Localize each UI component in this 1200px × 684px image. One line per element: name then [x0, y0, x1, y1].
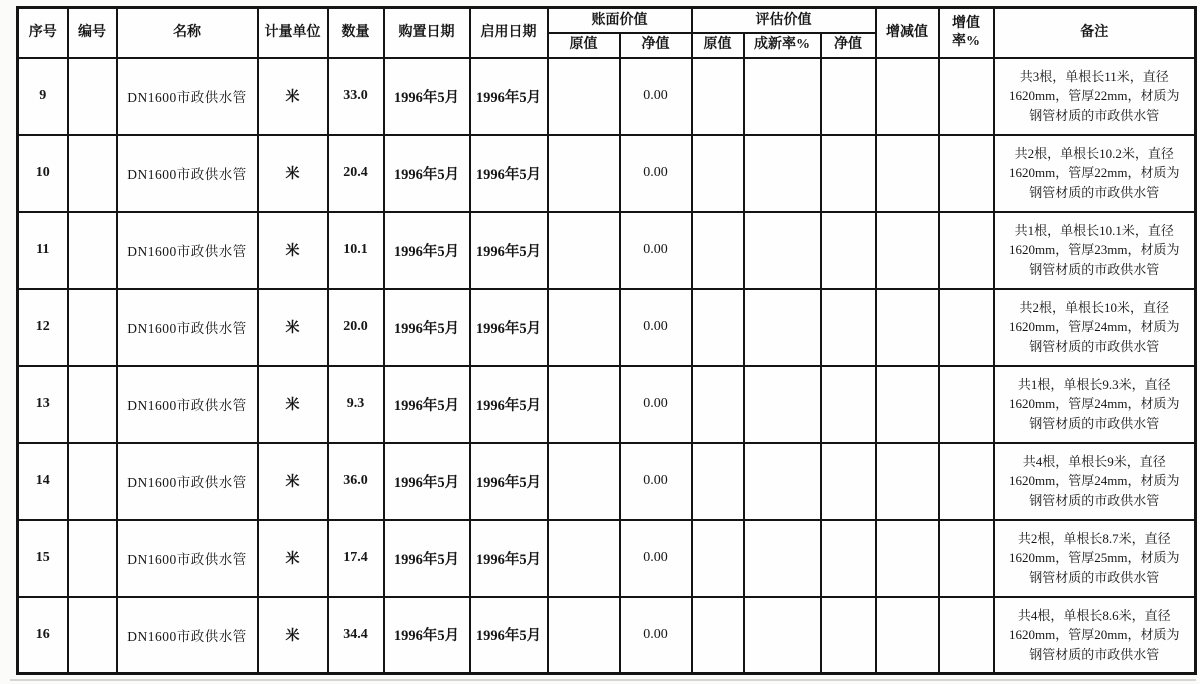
cell-change-value — [876, 289, 939, 366]
cell-book-net: 0.00 — [620, 212, 692, 289]
cell-seq: 10 — [18, 135, 68, 212]
cell-seq: 12 — [18, 289, 68, 366]
cell-new-rate — [744, 135, 821, 212]
cell-book-net: 0.00 — [620, 289, 692, 366]
cell-qty: 33.0 — [328, 58, 384, 135]
cell-seq: 14 — [18, 443, 68, 520]
table-row — [18, 135, 1196, 212]
cell-book-original — [548, 289, 620, 366]
cell-unit: 米 — [258, 212, 328, 289]
cell-seq: 13 — [18, 366, 68, 443]
cell-name: DN1600市政供水管 — [117, 443, 258, 520]
cell-name: DN1600市政供水管 — [117, 597, 258, 674]
cell-unit: 米 — [258, 135, 328, 212]
header-unit: 计量单位 — [258, 8, 328, 58]
cell-book-net: 0.00 — [620, 597, 692, 674]
cell-change-value — [876, 597, 939, 674]
cell-unit: 米 — [258, 58, 328, 135]
cell-name: DN1600市政供水管 — [117, 135, 258, 212]
cell-unit: 米 — [258, 520, 328, 597]
cell-appraisal-original — [692, 58, 744, 135]
asset-valuation-table — [16, 6, 1197, 675]
cell-change-rate — [939, 289, 994, 366]
cell-qty: 20.0 — [328, 289, 384, 366]
table-row — [18, 366, 1196, 443]
cell-book-original — [548, 212, 620, 289]
table-row — [18, 58, 1196, 135]
cell-purchase-date: 1996年5月 — [384, 289, 470, 366]
header-book-value-group: 账面价值 — [548, 8, 692, 33]
cell-new-rate — [744, 443, 821, 520]
cell-book-original — [548, 366, 620, 443]
cell-start-date: 1996年5月 — [470, 366, 548, 443]
header-code: 编号 — [68, 8, 117, 58]
cell-start-date: 1996年5月 — [470, 520, 548, 597]
cell-name: DN1600市政供水管 — [117, 289, 258, 366]
header-change-rate: 增值率% — [939, 8, 994, 58]
cell-code — [68, 135, 117, 212]
cell-code — [68, 58, 117, 135]
cell-qty: 17.4 — [328, 520, 384, 597]
cell-seq: 9 — [18, 58, 68, 135]
cell-new-rate — [744, 212, 821, 289]
cell-start-date: 1996年5月 — [470, 597, 548, 674]
cell-change-rate — [939, 135, 994, 212]
cell-qty: 34.4 — [328, 597, 384, 674]
cell-book-original — [548, 58, 620, 135]
cell-purchase-date: 1996年5月 — [384, 366, 470, 443]
cell-seq: 16 — [18, 597, 68, 674]
cell-appraisal-net — [821, 212, 876, 289]
header-appraisal-net: 净值 — [821, 33, 876, 58]
cell-code — [68, 212, 117, 289]
cell-change-rate — [939, 520, 994, 597]
cell-change-rate — [939, 443, 994, 520]
header-appraisal-original: 原值 — [692, 33, 744, 58]
header-new-rate: 成新率% — [744, 33, 821, 58]
cell-start-date: 1996年5月 — [470, 212, 548, 289]
cell-unit: 米 — [258, 443, 328, 520]
cell-change-value — [876, 135, 939, 212]
cell-remark: 共2根，单根长10米，直径1620mm，管厚24mm，材质为钢管材质的市政供水管 — [994, 289, 1196, 366]
cell-qty: 20.4 — [328, 135, 384, 212]
cell-code — [68, 289, 117, 366]
cell-remark: 共2根，单根长10.2米，直径1620mm，管厚22mm，材质为钢管材质的市政供水管 — [994, 135, 1196, 212]
cell-new-rate — [744, 520, 821, 597]
cell-book-original — [548, 443, 620, 520]
cell-new-rate — [744, 366, 821, 443]
cell-remark: 共4根，单根长9米，直径1620mm，管厚24mm，材质为钢管材质的市政供水管 — [994, 443, 1196, 520]
cell-qty: 10.1 — [328, 212, 384, 289]
header-change-value: 增减值 — [876, 8, 939, 58]
cell-unit: 米 — [258, 366, 328, 443]
cell-code — [68, 597, 117, 674]
cell-purchase-date: 1996年5月 — [384, 443, 470, 520]
header-appraisal-value-group: 评估价值 — [692, 8, 876, 33]
cell-change-value — [876, 443, 939, 520]
cell-appraisal-net — [821, 366, 876, 443]
cell-code — [68, 520, 117, 597]
cell-change-value — [876, 520, 939, 597]
cell-code — [68, 366, 117, 443]
cell-new-rate — [744, 58, 821, 135]
header-purchase-date: 购置日期 — [384, 8, 470, 58]
table-header — [18, 8, 1196, 58]
cell-new-rate — [744, 289, 821, 366]
cell-code — [68, 443, 117, 520]
cell-name: DN1600市政供水管 — [117, 366, 258, 443]
cell-name: DN1600市政供水管 — [117, 212, 258, 289]
cell-book-net: 0.00 — [620, 58, 692, 135]
cell-change-rate — [939, 58, 994, 135]
cell-purchase-date: 1996年5月 — [384, 135, 470, 212]
cell-appraisal-net — [821, 58, 876, 135]
cell-new-rate — [744, 597, 821, 674]
cell-qty: 9.3 — [328, 366, 384, 443]
cell-purchase-date: 1996年5月 — [384, 520, 470, 597]
table-row — [18, 289, 1196, 366]
cell-remark: 共3根，单根长11米，直径1620mm，管厚22mm，材质为钢管材质的市政供水管 — [994, 58, 1196, 135]
cell-appraisal-original — [692, 289, 744, 366]
cell-start-date: 1996年5月 — [470, 289, 548, 366]
cell-appraisal-original — [692, 212, 744, 289]
cell-start-date: 1996年5月 — [470, 135, 548, 212]
cell-purchase-date: 1996年5月 — [384, 58, 470, 135]
table-row — [18, 212, 1196, 289]
cell-remark: 共4根，单根长8.6米，直径1620mm，管厚20mm，材质为钢管材质的市政供水管 — [994, 597, 1196, 674]
cell-book-net: 0.00 — [620, 520, 692, 597]
table-row — [18, 443, 1196, 520]
cell-book-net: 0.00 — [620, 366, 692, 443]
cell-qty: 36.0 — [328, 443, 384, 520]
cell-name: DN1600市政供水管 — [117, 520, 258, 597]
cell-appraisal-net — [821, 135, 876, 212]
cell-book-net: 0.00 — [620, 443, 692, 520]
table-row — [18, 520, 1196, 597]
cell-book-original — [548, 135, 620, 212]
cell-remark: 共1根，单根长9.3米，直径1620mm，管厚24mm，材质为钢管材质的市政供水管 — [994, 366, 1196, 443]
cell-unit: 米 — [258, 289, 328, 366]
cell-purchase-date: 1996年5月 — [384, 597, 470, 674]
cell-seq: 11 — [18, 212, 68, 289]
cell-name: DN1600市政供水管 — [117, 58, 258, 135]
header-seq: 序号 — [18, 8, 68, 58]
cell-remark: 共2根，单根长8.7米，直径1620mm，管厚25mm，材质为钢管材质的市政供水管 — [994, 520, 1196, 597]
cell-appraisal-original — [692, 135, 744, 212]
cell-appraisal-original — [692, 597, 744, 674]
cell-appraisal-net — [821, 520, 876, 597]
cell-purchase-date: 1996年5月 — [384, 212, 470, 289]
cell-change-rate — [939, 212, 994, 289]
cell-start-date: 1996年5月 — [470, 443, 548, 520]
table-row — [18, 597, 1196, 674]
cell-appraisal-net — [821, 597, 876, 674]
cell-seq: 15 — [18, 520, 68, 597]
cell-appraisal-original — [692, 520, 744, 597]
cell-appraisal-original — [692, 443, 744, 520]
cell-appraisal-net — [821, 443, 876, 520]
cell-change-value — [876, 58, 939, 135]
header-remark: 备注 — [994, 8, 1196, 58]
cell-unit: 米 — [258, 597, 328, 674]
cell-book-net: 0.00 — [620, 135, 692, 212]
header-start-date: 启用日期 — [470, 8, 548, 58]
header-name: 名称 — [117, 8, 258, 58]
cell-change-value — [876, 212, 939, 289]
header-book-original: 原值 — [548, 33, 620, 58]
cell-appraisal-original — [692, 366, 744, 443]
table-body — [18, 58, 1196, 674]
cell-change-rate — [939, 366, 994, 443]
header-qty: 数量 — [328, 8, 384, 58]
cell-appraisal-net — [821, 289, 876, 366]
header-book-net: 净值 — [620, 33, 692, 58]
cell-remark: 共1根，单根长10.1米，直径1620mm，管厚23mm，材质为钢管材质的市政供水管 — [994, 212, 1196, 289]
cell-change-value — [876, 366, 939, 443]
cell-book-original — [548, 597, 620, 674]
scan-artifact-line — [10, 679, 1196, 681]
cell-book-original — [548, 520, 620, 597]
cell-start-date: 1996年5月 — [470, 58, 548, 135]
cell-change-rate — [939, 597, 994, 674]
